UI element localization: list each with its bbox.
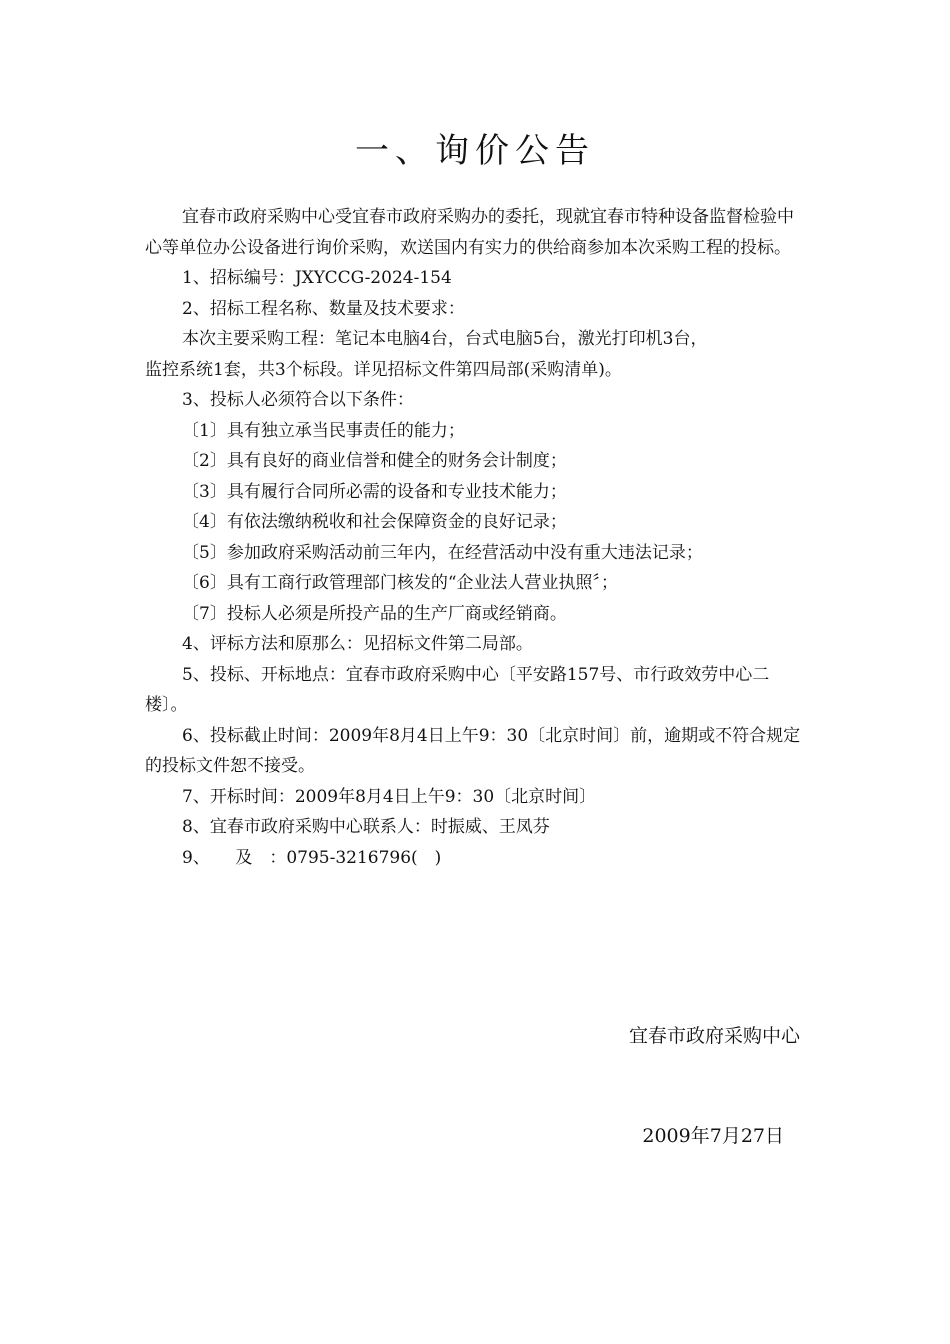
item-project-name: 2、招标工程名称、数量及技术要求： [182, 298, 465, 319]
item-evaluation-method: 4、评标方法和原那么：见招标文件第二局部。 [182, 634, 533, 654]
signature-organization: 宜春市政府采购中心 [628, 1025, 800, 1047]
condition-1: 〔1〕具有独立承当民事责任的能力； [182, 420, 465, 441]
item-project-detail-cont: 监控系统1套，共3个标段。详见招标文件第四局部(采购清单)。 [145, 359, 622, 380]
item-conditions: 3、投标人必须符合以下条件： [182, 390, 414, 410]
intro-paragraph: 宜春市政府采购中心受宜春市政府采购办的委托，现就宜春市特种设备监督检验中心等单位办公设备进行询价采购，欢送国内有实力的供给商参加本次采购工程的投标。 [145, 207, 794, 258]
item-project-detail: 本次主要采购工程：笔记本电脑4台，台式电脑5台，激光打印机3台， [182, 329, 708, 349]
item-location: 5、投标、开标地点：宜春市政府采购中心〔平安路157号、市行政效劳中心二楼〕。 [145, 664, 770, 715]
item-contact: 8、宜春市政府采购中心联系人：时振威、王凤芬 [182, 817, 550, 837]
condition-4: 〔4〕有依法缴纳税收和社会保障资金的良好记录； [182, 512, 567, 532]
condition-6: 〔6〕具有工商行政管理部门核发的“企业法人营业执照〞； [182, 573, 619, 593]
condition-5: 〔5〕参加政府采购活动前三年内，在经营活动中没有重大违法记录； [182, 542, 703, 563]
item-bid-number: 1、招标编号：JXYCCG-2024-154 [182, 268, 452, 288]
condition-3: 〔3〕具有履行合同所必需的设备和专业技术能力； [182, 481, 567, 502]
item-phone: 9、 及 ：0795-3216796( ) [182, 847, 442, 868]
item-deadline: 6、投标截止时间：2009年8月4日上午9：30〔北京时间〕前，逾期或不符合规定的投标文件恕不接受。 [145, 725, 801, 776]
condition-7: 〔7〕投标人必须是所投产品的生产厂商或经销商。 [182, 603, 567, 624]
document-title: 一、询价公告 [355, 131, 595, 171]
item-opening-time: 7、开标时间：2009年8月4日上午9：30〔北京时间〕 [182, 786, 597, 807]
document-body [145, 202, 805, 873]
signature-date: 2009年7月27日 [642, 1125, 784, 1147]
condition-2: 〔2〕具有良好的商业信誉和健全的财务会计制度； [182, 451, 567, 471]
